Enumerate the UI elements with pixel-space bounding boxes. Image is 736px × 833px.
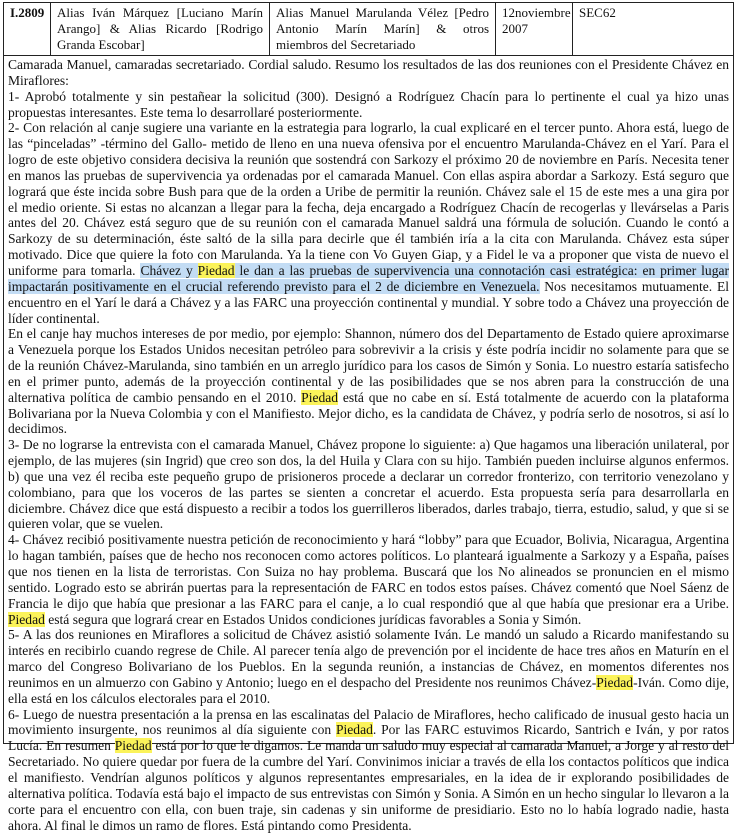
point-5-text: 5- A las dos reuniones en Miraflores a solicitud de Chávez asistió solamente Iván. Le mandó un saludo a Ricardo manifestando su interés en recibirlo cuando regrese de Chile. Al parecer tenía algo de prevención por el incidente de hace tres años en Maturín en el marco del Congreso Bolivariano de los Pueblos. En la segunda reunión, a instancias de Chávez, en momentos diferentes nos reunimos en un almuerzo con Gabino y Antonio; luego en el despacho del Presidente nos reunimos Chávez-: [8, 627, 729, 690]
canje-paragraph: [8, 326, 729, 437]
point-5-text-end: -Iván. Como dije, ella está en los cálculos electorales para el 2010.: [8, 674, 729, 706]
header-table: [4, 3, 733, 56]
highlight-piedad: Piedad: [301, 389, 339, 405]
point-2-paragraph: [8, 120, 729, 326]
date-month: noviembre: [515, 5, 571, 20]
selected-text-start: Chávez y: [140, 262, 198, 278]
header-row: [4, 3, 733, 56]
greeting-paragraph: Camarada Manuel, camaradas secretariado. Cordial saludo. Resumo los resultados de las dos reuniones con el Presidente Chávez en Miraflores:: [8, 57, 729, 88]
point-6-text: 6- Luego de nuestra presentación a la prensa en las escalinatas del Palacio de Miraflores, hecho calificado de inusual gesto hacia un movimiento insurgente, nos reunimos al día siguiente con: [8, 706, 729, 738]
document: [3, 2, 734, 833]
point-6-paragraph: [8, 707, 729, 833]
document-code: I.2809: [4, 3, 51, 56]
date-year: 2007: [502, 21, 528, 36]
point-2-text-end: Nos necesitamos mutuamente. El encuentro en el Yarí le dará a Chávez y a las FARC una proyección continental y mundial. Y sobre todo a Chávez una proyección de líder continental.: [8, 278, 729, 326]
highlight-piedad: Piedad: [197, 262, 235, 278]
sender: Alias Iván Márquez [Luciano Marín Arango] & Alias Ricardo [Rodrigo Granda Escobar]: [51, 3, 270, 56]
highlight-piedad: Piedad: [596, 674, 634, 690]
point-4-text: 4- Chávez recibió positivamente nuestra petición de reconocimiento y hará “lobby” para que Ecuador, Bolivia, Nicaragua, Argentina lo hagan también, países que de hecho nos reconocen como actores políticos. Lo planteará igualmente a Sarkozy y a España, países que nos tienen en la lista de terroristas. Con Suiza no hay problema. Buscará que los No alineados se pronuncien en el mismo sentido. Logrado esto se abrirán puertas para la representación de FARC en todos estos países. Chávez comentó que Noel Sáenz de Francia le dijo que había que presionar a las FARC para el canje, a lo cual respondió que al que había que presionar era a Uribe.: [8, 532, 729, 611]
point-5-paragraph: [8, 627, 729, 706]
highlight-piedad: Piedad: [8, 611, 45, 627]
canje-text-end: está que no cabe en sí. Está totalmente de acuerdo con la plataforma Bolivariana por la Nueva Colombia y con el Manifiesto. Mejor dicho, es la candidata de Chávez, y podría serlo de nosotros, si así lo decidimos.: [8, 389, 729, 437]
point-6-text-mid: . Por las FARC estuvimos Ricardo, Santrich e Iván, y por ratos Lucía. En resumen: [8, 722, 730, 754]
point-4-paragraph: [8, 532, 729, 627]
point-3-paragraph: 3- De no lograrse la entrevista con el camarada Manuel, Chávez propone lo siguiente: a) Que hagamos una liberación unilateral, por ejemplo, de las mujeres (sin Ingrid) que creo son dos, la del Huila y Clara con su hijo. También pueden incluirse algunos enfermos. b) que una vez él reciba este pequeño grupo de prisioneros procede a declarar un corredor fronterizo, con territorio venezolano y colombiano, para que los voceros de las partes se sienten a concretar el acuerdo. Esta propuesta sería para desarrollarla en diciembre. Chávez dice que está dispuesto a recibir a todos los guerrilleros liberados, darles trabajo, tierra, estudio, salud, y que si se quieren volar, que se vuelen.: [8, 437, 729, 532]
point-4-text-end: está segura que logrará crear en Estados Unidos condiciones jurídicas favorables a Sonia y Simón.: [44, 611, 582, 627]
date-day: 12: [502, 5, 515, 20]
date-day-month: [502, 5, 571, 21]
highlight-piedad: Piedad: [114, 738, 152, 754]
recipient: Alias Manuel Marulanda Vélez [Pedro Antonio Marín Marín] & otros miembros del Secretariado: [270, 3, 496, 56]
message-body: [4, 56, 733, 833]
highlight-piedad: Piedad: [336, 722, 373, 738]
selected-text-end: le dan a las pruebas de supervivencia una connotación casi estratégica: en primer lugar impactarán positivamente en el crucial referendo previsto para el 2 de diciembre en Venezuela.: [8, 262, 730, 294]
point-2-text: 2- Con relación al canje sugiere una variante en la estrategia para lograrlo, la cual explicaré en el tercer punto. Ahora está, luego de las “pinceladas” -término del Gallo- metido de lleno en una nueva ofensiva por el encuentro Marulanda-Chávez en el Yarí. Para el logro de este objetivo considera decisiva la reunión que sostendrá con Sarkozy el próximo 20 de noviembre en París. Necesita tener en manos las pruebas de supervivencia ya ordenadas por el camarada Manuel. Con ellas aspira abordar a Sarkozy. Está seguro que logrará que éste incida sobre Bush para que de la orden a Uribe de permitir la reunión. Chávez sale el 15 de este mes a una gira por el medio oriente. Si estas no alcanzan a llegar para la fecha, deja encargado a Rodríguez Chacín de recogerlas y llevárselas a Paris antes del 20. Chávez está seguro que de su reunión con el camarada Manuel saldrá una fórmula de solución. Cuando le contó a Sarkozy de su determinación, éste saltó de la silla para decirle que él también iría a la cita con Marulanda. Chávez esta súper motivado. Dice que quiere la foto con Marulanda. Ya la tiene con Vo Guyen Giap, y a Fidel le va a proponer que vista de nuevo el uniforme para tomarla.: [8, 120, 729, 278]
canje-text: En el canje hay muchos intereses de por medio, por ejemplo: Shannon, número dos del Departamento de Estado quiere aproximarse a Venezuela porque los Estados Unidos necesitan petróleo para sobrevivir a la crisis y éste podría incidir no solamente para que se de la reunión Chávez-Marulanda, sino también en un arreglo jurídico para los casos de Simón y Sonia. Lo nuestro estaría satisfecho en el primer punto, además de la proyección continental y de las posibilidades que se nos abren para la construcción de una alternativa política de cambio pensando en el 2010.: [8, 326, 729, 405]
point-6-text-end: está por lo que le digamos. Le manda un saludo muy especial al camarada Manuel, a Jorge y al resto del Secretariado. No quiere quedar por fuera de la cumbre del Yarí. Convinimos iniciar a través de ella los contactos políticos que indica el manifiesto. Vendrían algunos políticos y algunos representantes empresariales, en la idea de ir explorando posibilidades de alternativa política. Todavía está bajo el impacto de sus entrevistas con Simón y Sonia. A Simón en un hecho singular lo llevaron a la corte para el encuentro con ella, con buen traje, sin cadenas y sin uniforme de presidiario. Esto no lo había logrado nadie, hasta ahora. Al final le dimos un ramo de flores. Está pintando como Presidenta.: [8, 738, 729, 833]
reference-code: SEC62: [573, 3, 734, 56]
point-1-paragraph: 1- Aprobó totalmente y sin pestañear la solicitud (300). Designó a Rodríguez Chacín para lo pertinente el cual ya hizo unas propuestas interesantes. Este tema lo desarrollaré posteriormente.: [8, 88, 729, 120]
date-cell: [496, 3, 573, 56]
